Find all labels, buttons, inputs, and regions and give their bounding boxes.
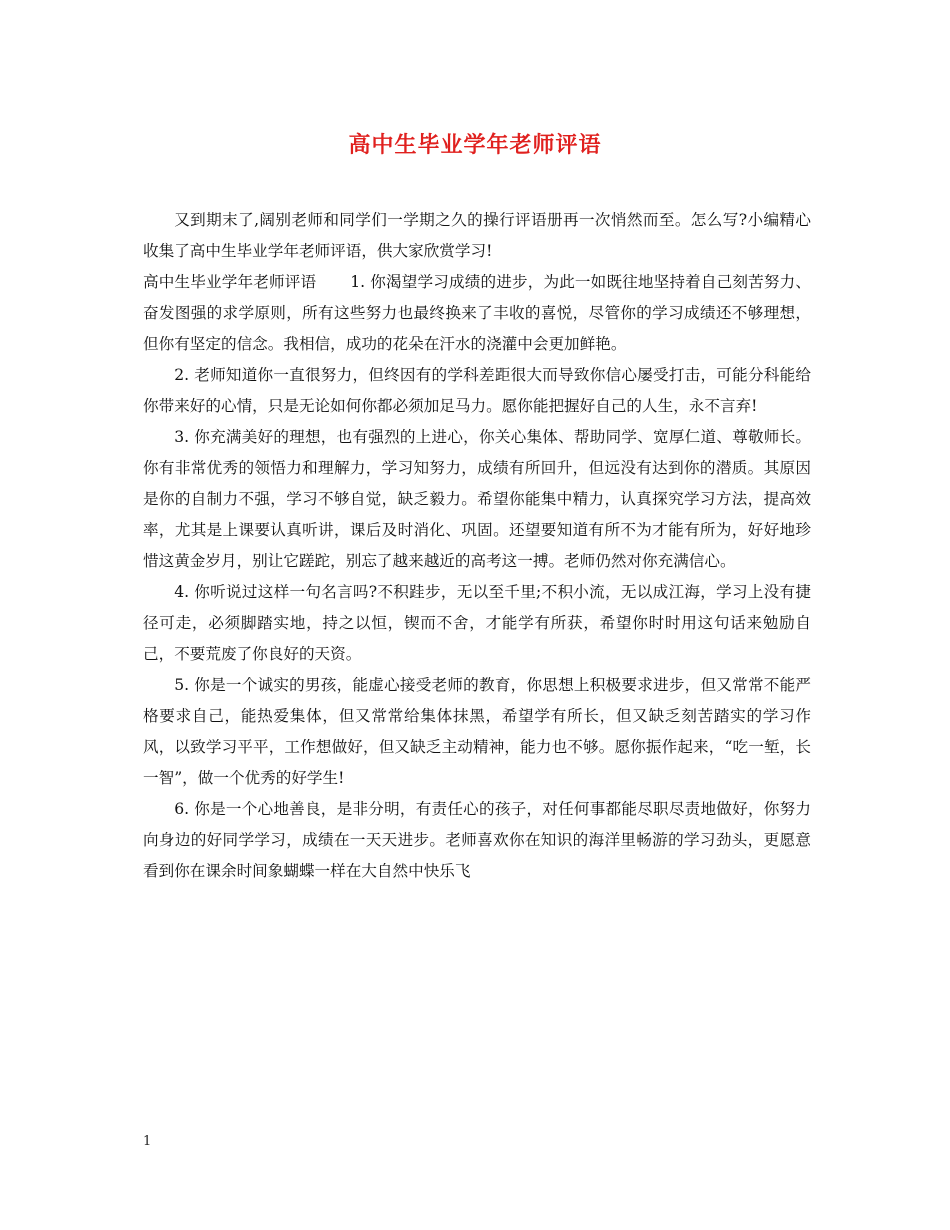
comment-item-6: 6. 你是一个心地善良，是非分明，有责任心的孩子，对任何事都能尽职尽责地做好，你努力向身边的好同学学习，成绩在一天天进步。老师喜欢你在知识的海洋里畅游的学习劲头，更愿意看到你在课余时间象蝴蝶一样在大自然中快乐飞 <box>143 800 811 880</box>
intro-paragraph: 又到期末了,阔别老师和同学们一学期之久的操行评语册再一次悄然而至。怎么写?小编精心收集了高中生毕业学年老师评语，供大家欣赏学习! <box>143 211 811 260</box>
page-number: 1 <box>143 1134 152 1149</box>
comment-item-2: 2. 老师知道你一直很努力，但终因有的学科差距很大而导致你信心屡受打击，可能分科能给你带来好的心情，只是无论如何你都必须加足马力。愿你能把握好自己的人生，永不言弃! <box>143 366 811 415</box>
comment-item-4: 4. 你听说过这样一句名言吗?不积跬步，无以至千里;不积小流，无以成江海，学习上没有捷径可走，必须脚踏实地，持之以恒，锲而不舍，才能学有所获，希望你时时用这句话来勉励自己，不要荒废了你良好的天资。 <box>143 583 811 663</box>
section-paragraph <box>143 267 811 360</box>
comment-item-1: 1. 你渴望学习成绩的进步，为此一如既往地坚持着自己刻苦努力、奋发图强的求学原则，所有这些努力也最终换来了丰收的喜悦，尽管你的学习成绩还不够理想，但你有坚定的信念。我相信，成功的花朵在汗水的浇灌中会更加鲜艳。 <box>143 273 811 353</box>
document-body <box>143 205 811 887</box>
section-heading: 高中生毕业学年老师评语 <box>143 273 317 291</box>
comment-item-5: 5. 你是一个诚实的男孩，能虚心接受老师的教育，你思想上积极要求进步，但又常常不能严格要求自己，能热爱集体，但又常常给集体抹黑，希望学有所长，但又缺乏刻苦踏实的学习作风，以致学习平平，工作想做好，但又缺乏主动精神，能力也不够。愿你振作起来，“吃一堑，长一智”，做一个优秀的好学生! <box>143 676 811 787</box>
comment-item-3: 3. 你充满美好的理想，也有强烈的上进心，你关心集体、帮助同学、宽厚仁道、尊敬师长。你有非常优秀的领悟力和理解力，学习知努力，成绩有所回升，但远没有达到你的潜质。其原因是你的自制力不强，学习不够自觉，缺乏毅力。希望你能集中精力，认真探究学习方法，提高效率，尤其是上课要认真听讲，课后及时消化、巩固。还望要知道有所不为才能有所为，好好地珍惜这黄金岁月，别让它蹉跎，别忘了越来越近的高考这一搏。老师仍然对你充满信心。 <box>143 428 811 570</box>
document-title: 高中生毕业学年老师评语 <box>348 132 602 158</box>
